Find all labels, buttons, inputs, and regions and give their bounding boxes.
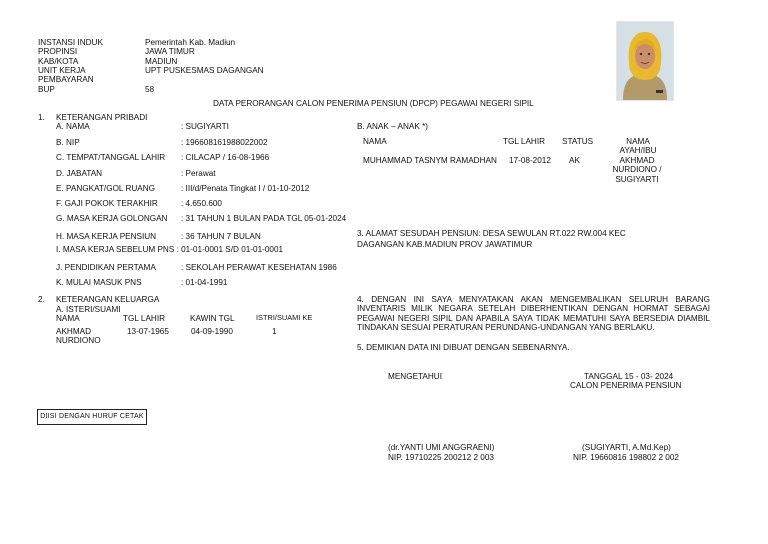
- section2-sub: A. ISTERI/SUAMI: [56, 305, 121, 314]
- value-pendidikan: : SEKOLAH PERAWAT KESEHATAN 1986: [181, 263, 337, 272]
- keluarga-row-kawin: 04-09-1990: [191, 327, 233, 336]
- signer-right-name: (SUGIYARTI, A.Md.Kep): [582, 443, 671, 452]
- alamat-pensiun: 3. ALAMAT SESUDAH PENSIUN: DESA SEWULAN RT.022 RW.004 KEC DAGANGAN KAB.MADIUN PROV JAWATIMUR: [357, 229, 626, 250]
- value-ttl: : CILACAP / 16-08-1966: [181, 153, 270, 162]
- pernyataan-4: 4. DENGAN INI SAYA MENYATAKAN AKAN MENGEMBALIKAN SELURUH BARANG INVENTARIS MILIK NEGARA SETELAH DIBERHENTIKAN DENGAN HORMAT SEBAGAI PEGAWAI NEGERI SIPIL DAN APABILA SAYA TIDAK MEMATUHI SAYA BERSEDIA DIAMBIL TINDAKAN SESUAI PERATURAN PERUNDANG-UNDANGAN YANG BERLAKU.: [357, 295, 710, 333]
- label-gaji: F. GAJI POKOK TERAKHIR: [56, 199, 158, 208]
- value-masa-kerja-pensiun: : 36 TAHUN 7 BULAN: [181, 232, 261, 241]
- label-ttl: C. TEMPAT/TANGGAL LAHIR: [56, 153, 166, 162]
- anak-row-tgl: 17-08-2012: [509, 156, 551, 165]
- value-instansi: Pemerintah Kab. Madiun: [145, 38, 236, 47]
- calon-penerima-label: CALON PENERIMA PENSIUN: [570, 381, 682, 390]
- value-pangkat: : III/d/Penata Tingkat I / 01-10-2012: [181, 184, 310, 193]
- note-box: DIISI DENGAN HURUF CETAK: [37, 409, 147, 425]
- label-masa-kerja-golongan: G. MASA KERJA GOLONGAN: [56, 214, 168, 223]
- pernyataan-5: 5. DEMIKIAN DATA INI DIBUAT DENGAN SEBENARNYA.: [357, 343, 570, 352]
- value-unitkerja: UPT PUSKESMAS DAGANGAN: [145, 66, 264, 75]
- keluarga-col-kawin: KAWIN TGL: [190, 314, 235, 323]
- signer-right-nip: NIP. 19660816 198802 2 002: [573, 453, 679, 462]
- label-nip: B. NIP: [56, 138, 80, 147]
- anak-col-nama: NAMA: [363, 137, 387, 146]
- anak-col-status: STATUS: [562, 137, 594, 146]
- anak-heading: B. ANAK – ANAK *): [357, 122, 428, 131]
- label-jabatan: D. JABATAN: [56, 169, 103, 178]
- label-pangkat: E. PANGKAT/GOL RUANG: [56, 184, 156, 193]
- keluarga-col-nama: NAMA: [56, 314, 80, 323]
- value-nip: : 196608161988022002: [181, 138, 268, 147]
- label-unitkerja: UNIT KERJA: [38, 66, 86, 75]
- masa-kerja-sebelum-pns: I. MASA KERJA SEBELUM PNS : 01-01-0001 S/D 01-01-0001: [56, 245, 284, 254]
- value-gaji: : 4.650.600: [181, 199, 222, 208]
- keluarga-row-nama: AKHMAD NURDIONO: [56, 327, 101, 346]
- mengetahui-label: MENGETAHUI: [388, 372, 442, 381]
- value-propinsi: JAWA TIMUR: [145, 47, 195, 56]
- value-masa-kerja-golongan: : 31 TAHUN 1 BULAN PADA TGL 05-01-2024: [181, 214, 347, 223]
- anak-row-nama: MUHAMMAD TASNYM RAMADHAN: [363, 156, 497, 165]
- keluarga-row-ke: 1: [272, 327, 277, 336]
- value-bup: 58: [145, 85, 155, 94]
- label-nama: A. NAMA: [56, 122, 90, 131]
- anak-row-ortu: AKHMAD NURDIONO / SUGIYARTI: [612, 156, 662, 184]
- section2-heading: KETERANGAN KELUARGA: [56, 295, 160, 304]
- label-masa-kerja-pensiun: H. MASA KERJA PENSIUN: [56, 232, 157, 241]
- section1-number: 1.: [38, 113, 45, 122]
- label-propinsi: PROPINSI: [38, 47, 78, 56]
- tanggal-label: TANGGAL 15 - 03- 2024: [584, 372, 674, 381]
- person-portrait-icon: [617, 22, 673, 100]
- anak-row-status: AK: [569, 156, 580, 165]
- label-pembayaran: PEMBAYARAN: [38, 75, 94, 84]
- document-title: DATA PERORANGAN CALON PENERIMA PENSIUN (DPCP) PEGAWAI NEGERI SIPIL: [213, 99, 534, 108]
- value-nama: : SUGIYARTI: [181, 122, 229, 131]
- label-pendidikan: J. PENDIDIKAN PERTAMA: [56, 263, 156, 272]
- signer-left-nip: NIP. 19710225 200212 2 003: [388, 453, 494, 462]
- anak-col-tgl: TGL LAHIR: [503, 137, 546, 146]
- label-kabkota: KAB/KOTA: [38, 57, 79, 66]
- keluarga-col-ke: ISTRI/SUAMI KE: [256, 313, 313, 322]
- value-jabatan: : Perawat: [181, 169, 216, 178]
- label-instansi: INSTANSI INDUK: [38, 38, 103, 47]
- value-kabkota: MADIUN: [145, 57, 178, 66]
- section2-number: 2.: [38, 295, 45, 304]
- section1-heading: KETERANGAN PRIBADI: [56, 113, 148, 122]
- profile-photo: [616, 21, 674, 101]
- anak-col-ortu: NAMA AYAH/IBU: [619, 137, 657, 156]
- label-mulai-pns: K. MULAI MASUK PNS: [56, 278, 142, 287]
- signer-left-name: (dr.YANTI UMI ANGGRAENI): [388, 443, 495, 452]
- value-mulai-pns: : 01-04-1991: [181, 278, 228, 287]
- keluarga-col-tgl: TGL LAHIR: [123, 314, 166, 323]
- keluarga-row-tgl: 13-07-1965: [127, 327, 169, 336]
- label-bup: BUP: [38, 85, 55, 94]
